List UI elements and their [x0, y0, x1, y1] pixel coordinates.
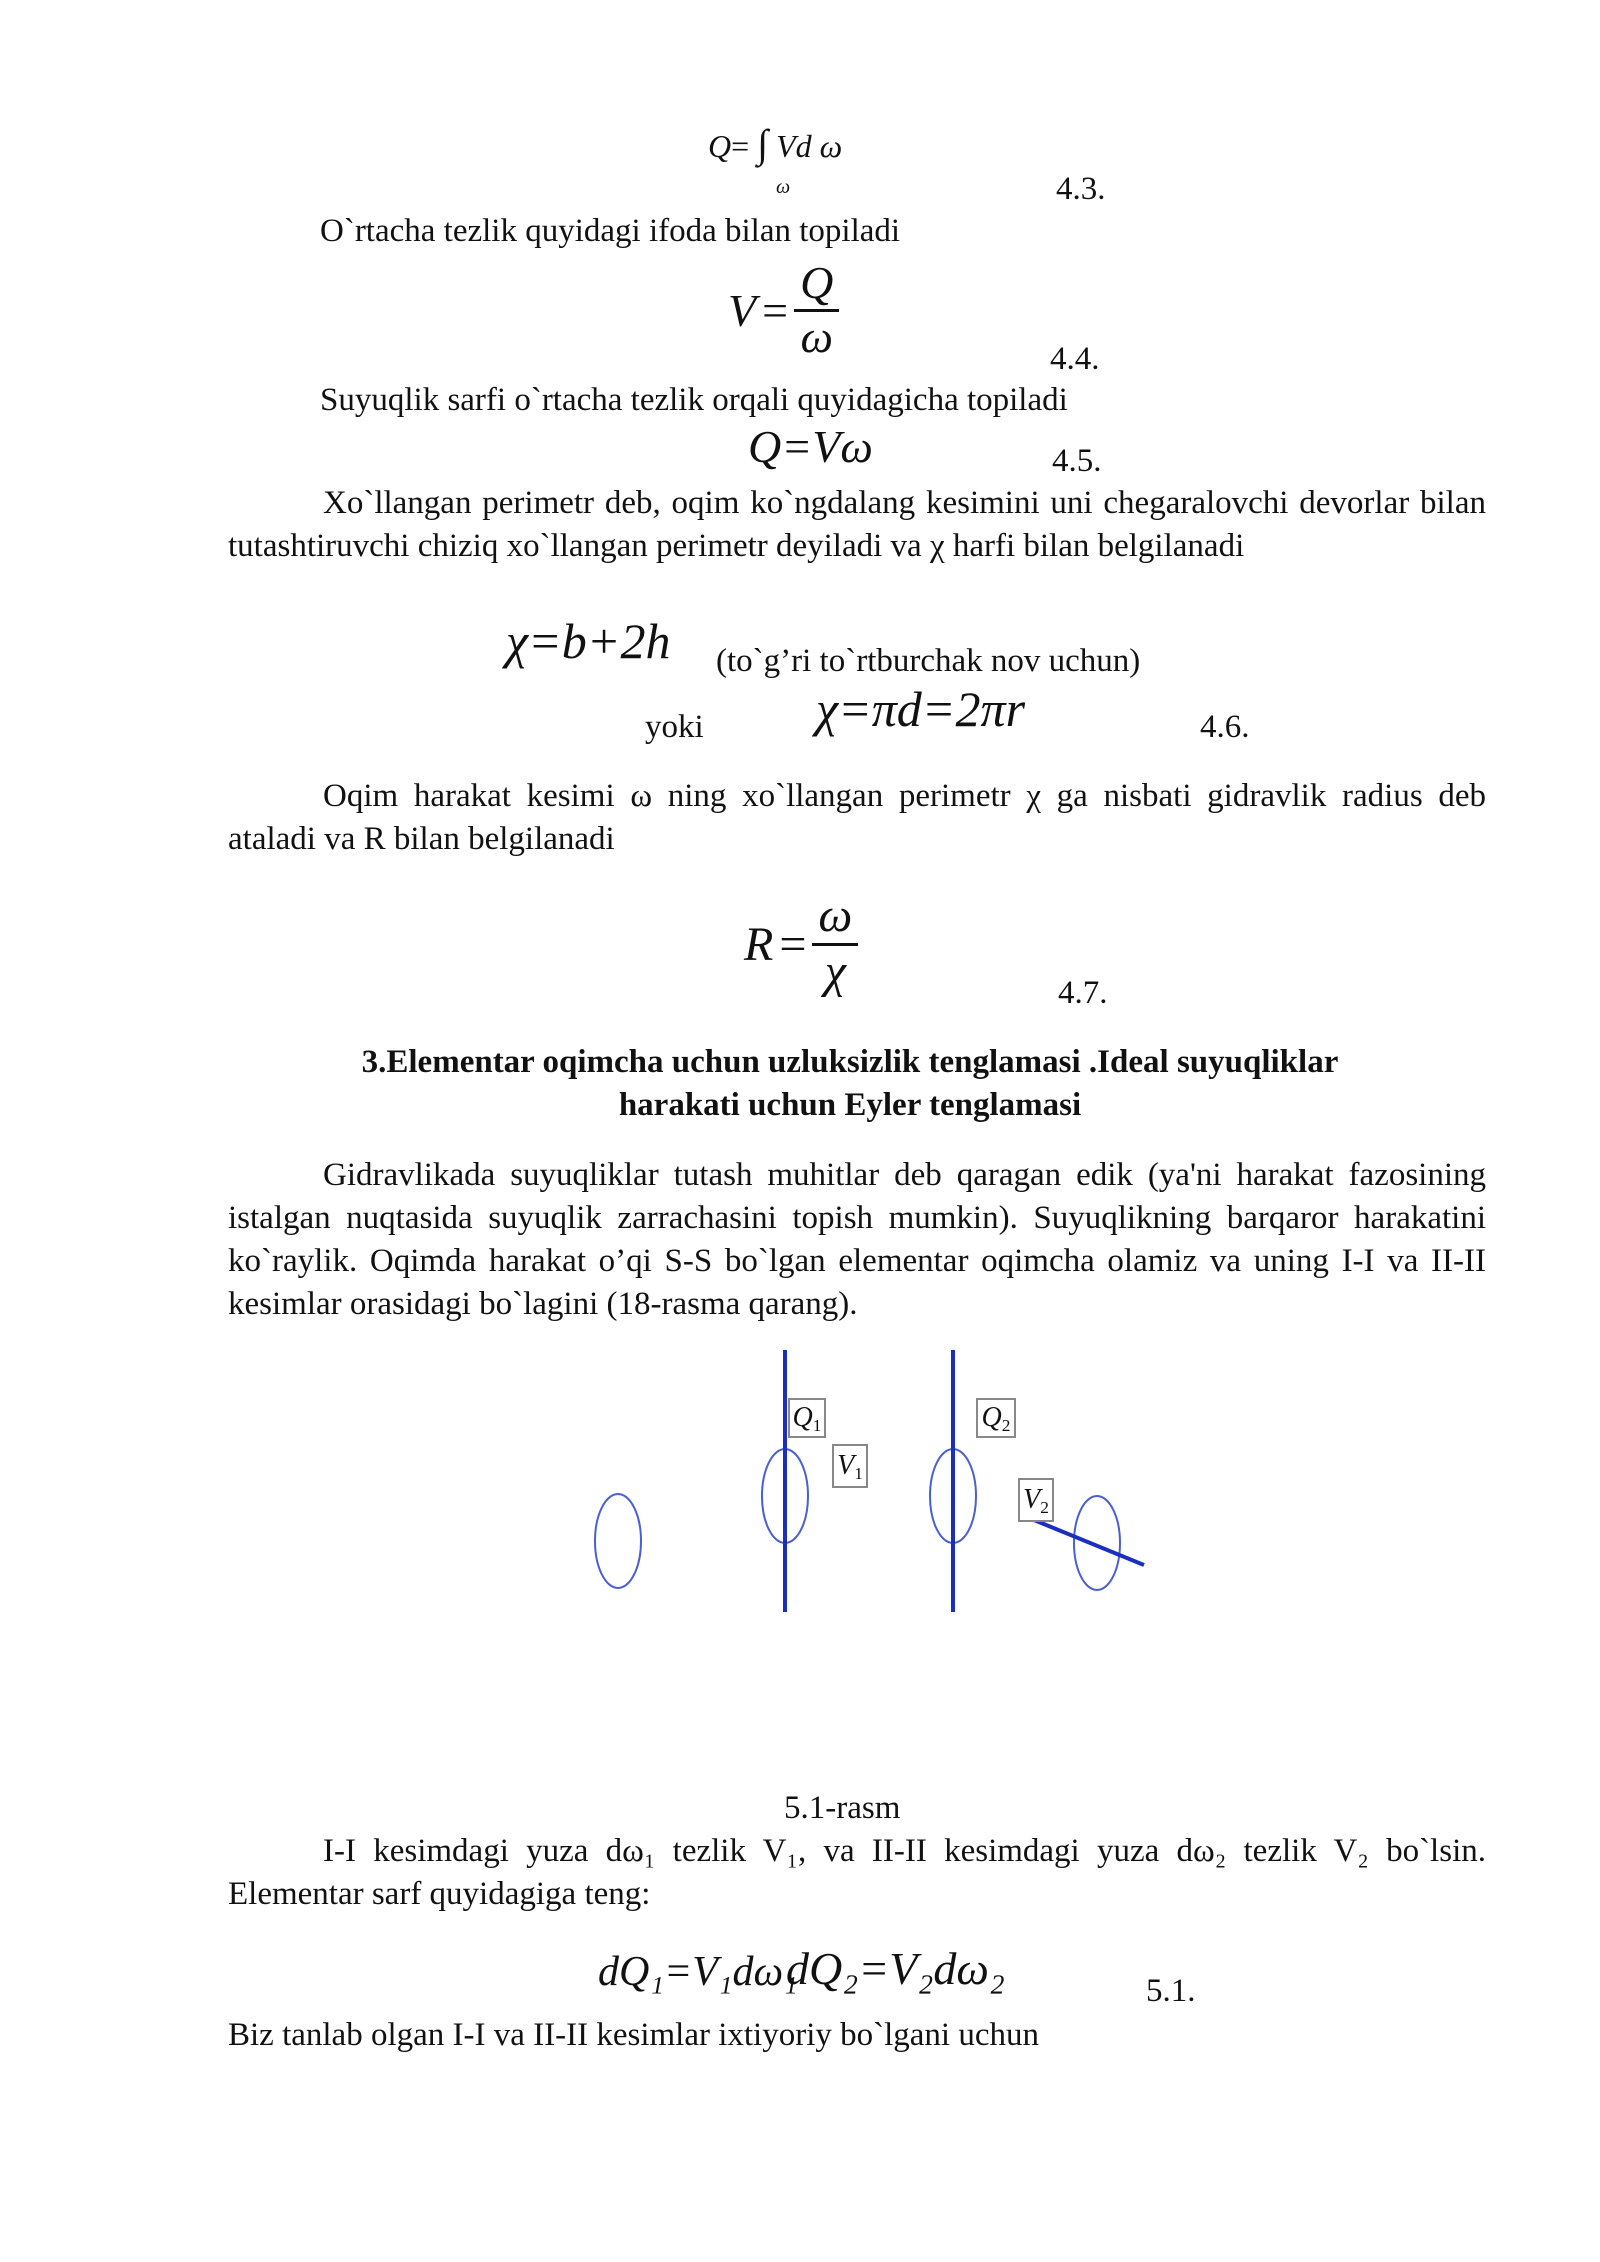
ellipse-left	[595, 1494, 641, 1588]
eq47-numerator: ω	[812, 890, 858, 946]
eq47-denominator: χ	[824, 944, 846, 998]
eq43-equals: =	[731, 128, 750, 164]
eq47-equals: =	[779, 917, 807, 971]
paragraph-sections	[228, 1830, 1486, 1916]
eq43-lower-limit: ω	[776, 176, 791, 198]
eq44-denominator: ω	[800, 310, 833, 362]
figure-label-v1	[832, 1444, 868, 1488]
eq47-number: 4.7.	[1058, 975, 1108, 1011]
eq46-yoki: yoki	[645, 709, 704, 745]
equation-5-1b: dQ₂=V₂dω₂	[786, 1943, 1005, 1994]
ellipse-right	[1074, 1496, 1120, 1590]
figure-label-q1-main: Q	[792, 1402, 813, 1433]
figure-label-v1-sub: 1	[854, 1464, 863, 1484]
line-avg-speed: O`rtacha tezlik quyidagi ifoda bilan topiladi	[320, 213, 901, 249]
eq45-number: 4.5.	[1052, 443, 1102, 479]
eq44-numerator: Q	[794, 258, 839, 312]
paragraph-perimeter-text: Xo`llangan perimetr deb, oqim ko`ngdalang kesimini uni chegaralovchi devorlar bilan tutashtiruvchi chiziq xo`llangan perimetr deyiladi va χ harfi bilan belgilanadi	[228, 485, 1486, 564]
figure-label-q2-main: Q	[981, 1402, 1002, 1433]
equation-5-1a: dQ₁=V₁dω₁	[598, 1949, 798, 1995]
line-flow: Suyuqlik sarfi o`rtacha tezlik orqali quyidagicha topiladi	[320, 382, 1068, 418]
paragraph-intro-text: Gidravlikada suyuqliklar tutash muhitlar deb qaragan edik (ya'ni harakat fazosining istalgan nuqtasida suyuqlik zarrachasini topish mumkin). Suyuqlikning barqaror harakatini ko`raylik. Oqimda harakat o’qi S-S bo`lgan elementar oqimcha olamiz va uning I-I va II-II kesimlar orasidagi bo`lagini (18-rasma qarang).	[228, 1157, 1486, 1322]
equation-4-6a: χ=b+2h	[506, 613, 671, 669]
eq44-equals: =	[762, 284, 789, 336]
eq43-body: Vd ω	[776, 128, 843, 164]
eq51-number: 5.1.	[1146, 1973, 1196, 2009]
figure-label-q2	[976, 1398, 1016, 1438]
equation-4-5: Q=Vω	[748, 421, 873, 472]
section-heading-line2: harakati uchun Eyler tenglamasi	[618, 1087, 1082, 1123]
eq46-number: 4.6.	[1200, 709, 1250, 745]
eq43-lhs: Q	[708, 128, 732, 164]
figure-label-q2-sub: 2	[1001, 1416, 1011, 1436]
figure-label-q1	[788, 1398, 826, 1438]
paragraph-radius-text: Oqim harakat kesimi ω ning xo`llangan perimetr χ ga nisbati gidravlik radius deb ataladi va R bilan belgilanadi	[228, 778, 1486, 857]
figure-label-v2-main: V	[1023, 1484, 1041, 1515]
eq43-number: 4.3.	[1056, 171, 1106, 207]
figure-caption: 5.1-rasm	[784, 1790, 901, 1826]
eq44-number: 4.4.	[1050, 341, 1100, 377]
eq46-note: (to`g’ri to`rtburchak nov uchun)	[716, 643, 1141, 679]
eq47-lhs: R	[744, 917, 774, 971]
figure-label-v2	[1018, 1478, 1054, 1522]
section-heading-line1: 3.Elementar oqimcha uchun uzluksizlik tenglamasi .Ideal suyuqliklar	[361, 1044, 1339, 1080]
figure-label-q1-sub: 1	[812, 1416, 822, 1436]
figure-label-v2-sub: 2	[1040, 1498, 1049, 1518]
line-last: Biz tanlab olgan I-I va II-II kesimlar ixtiyoriy bo`lgani uchun	[228, 2017, 1039, 2053]
eq44-lhs: V	[728, 284, 757, 336]
figure-label-v1-main: V	[837, 1450, 855, 1481]
integral-sign: ∫	[757, 121, 769, 166]
equation-4-6b: χ=πd=2πr	[816, 681, 1026, 737]
paragraph-sections-text: I-I kesimdagi yuza dω₁ tezlik V₁, va II-II kesimdagi yuza dω₂ tezlik V₂ bo`lsin. Elementar sarf quyidagiga teng:	[228, 1833, 1486, 1912]
velocity-line	[1034, 1520, 1144, 1565]
